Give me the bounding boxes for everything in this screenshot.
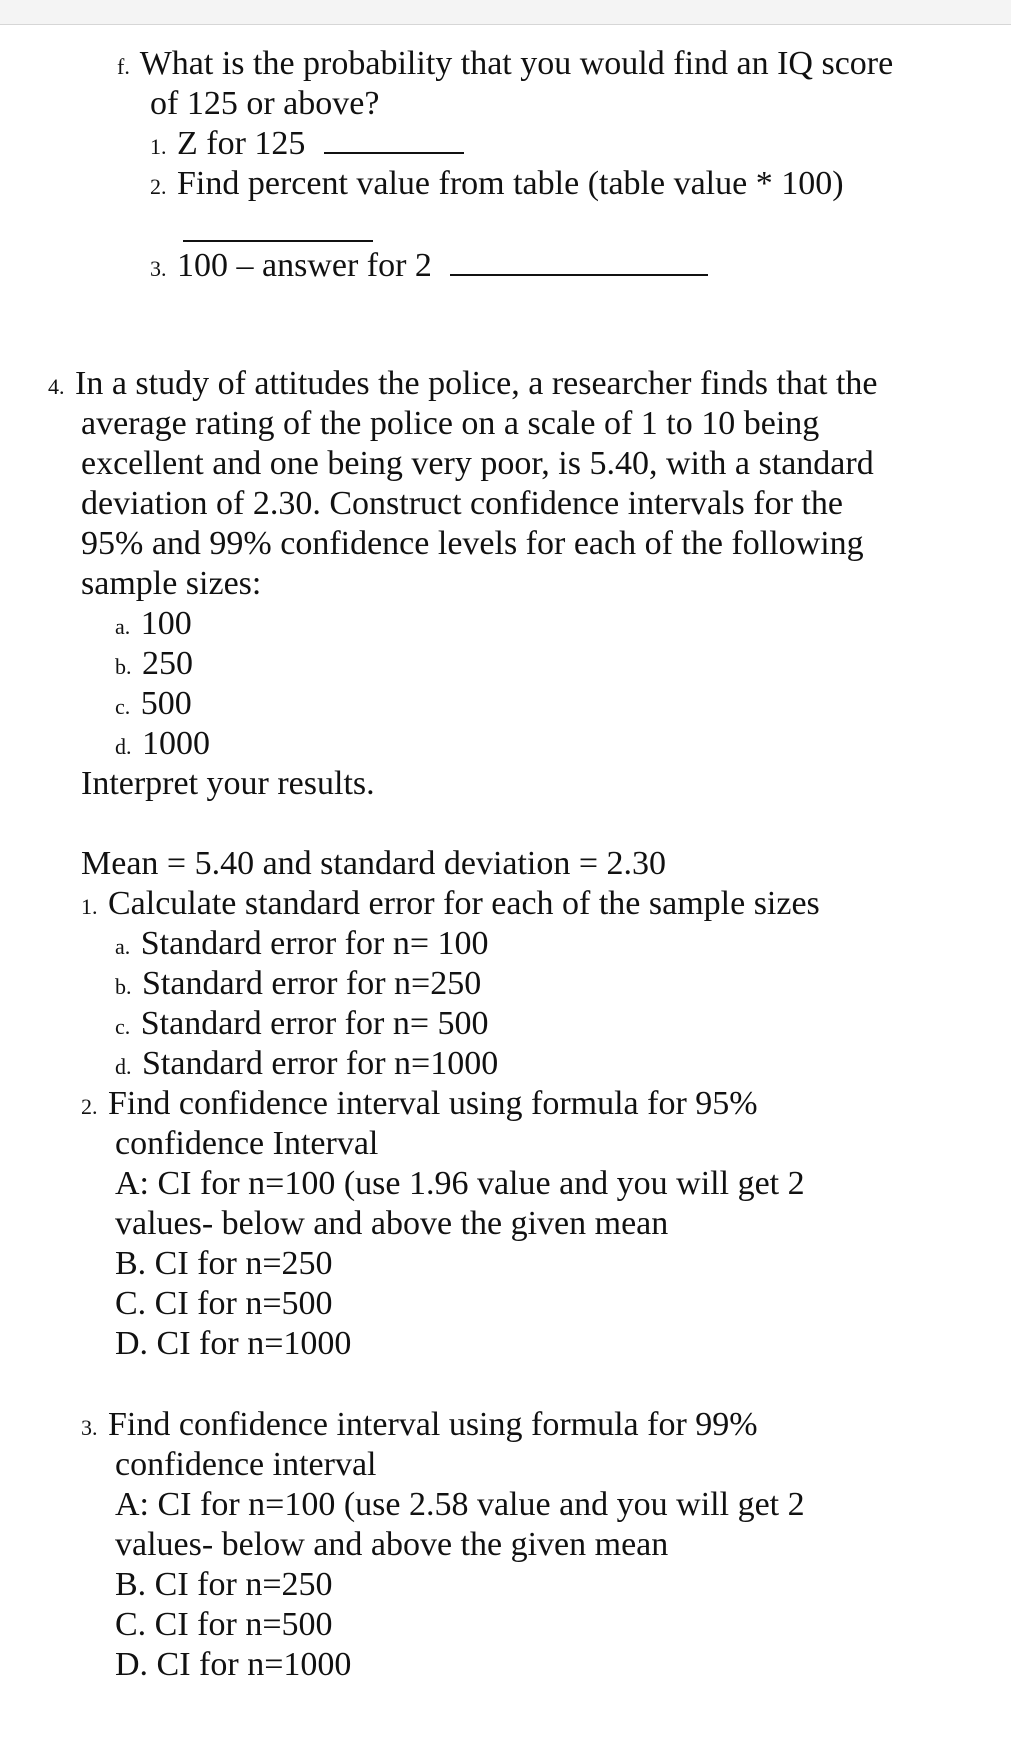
standard-error-item [115, 1004, 489, 1047]
item-text: 500 [140, 685, 192, 722]
item-text: Standard error for n= 500 [140, 1005, 489, 1042]
ci-95-item: C. CI for n=500 [115, 1285, 333, 1322]
ci-95-item: B. CI for n=250 [115, 1245, 333, 1282]
question-4-line-4: deviation of 2.30. Construct confidence intervals for the [81, 485, 843, 522]
item-marker: d. [115, 734, 132, 759]
question-4-text: In a study of attitudes the police, a researcher finds that the [75, 365, 878, 402]
part-f-line-1 [117, 44, 893, 87]
standard-error-item [115, 924, 489, 967]
part-f-step-3 [150, 246, 708, 289]
ci-99-item: B. CI for n=250 [115, 1566, 333, 1603]
solution-step-2 [81, 1084, 758, 1127]
solution-step-3 [81, 1405, 758, 1448]
step-marker: 3. [150, 256, 167, 281]
sample-size-item [115, 724, 210, 767]
solution-step-1 [81, 884, 820, 927]
solution-step-2-line-2: confidence Interval [115, 1125, 379, 1162]
item-text: Standard error for n= 100 [140, 925, 489, 962]
standard-error-item [115, 1044, 498, 1087]
step-text: Find confidence interval using formula for 95% [108, 1085, 758, 1122]
item-marker: b. [115, 974, 132, 999]
answer-blank-percent[interactable] [183, 240, 373, 242]
item-text: 250 [142, 645, 193, 682]
step-marker: 3. [81, 1415, 98, 1440]
step-text: Find percent value from table (table value * 100) [177, 165, 844, 202]
sample-size-item [115, 604, 192, 647]
answer-blank-remaining[interactable] [450, 248, 708, 276]
item-marker: d. [115, 1054, 132, 1079]
step-text: 100 – answer for 2 [177, 247, 432, 284]
question-4-line-5: 95% and 99% confidence levels for each of the following [81, 525, 864, 562]
question-4-line-3: excellent and one being very poor, is 5.40, with a standard [81, 445, 874, 482]
ci-95-item: A: CI for n=100 (use 1.96 value and you will get 2 [115, 1165, 805, 1202]
item-text: 100 [140, 605, 192, 642]
ci-95-item: values- below and above the given mean [115, 1205, 669, 1242]
step-marker: 1. [150, 134, 167, 159]
ci-95-item: D. CI for n=1000 [115, 1325, 352, 1362]
answer-blank-z[interactable] [324, 126, 464, 154]
ci-99-item: D. CI for n=1000 [115, 1646, 352, 1683]
step-text: Z for 125 [177, 125, 306, 162]
part-f-question-text: What is the probability that you would find an IQ score [139, 45, 894, 82]
ci-99-item: A: CI for n=100 (use 2.58 value and you will get 2 [115, 1486, 805, 1523]
item-text: Standard error for n=250 [142, 965, 482, 1002]
question-4-marker: 4. [48, 374, 65, 399]
step-text: Calculate standard error for each of the sample sizes [108, 885, 820, 922]
interpret-instruction: Interpret your results. [81, 765, 375, 802]
standard-error-item [115, 964, 481, 1007]
step-marker: 2. [81, 1094, 98, 1119]
part-f-step-1 [150, 124, 464, 167]
part-f-step-2 [150, 164, 844, 207]
item-marker: c. [115, 694, 131, 719]
item-marker: a. [115, 934, 131, 959]
step-marker: 2. [150, 174, 167, 199]
viewer-top-bar [0, 0, 1011, 25]
question-4-line-6: sample sizes: [81, 565, 262, 602]
solution-step-3-line-2: confidence interval [115, 1446, 377, 1483]
item-text: Standard error for n=1000 [142, 1045, 499, 1082]
ci-99-item: C. CI for n=500 [115, 1606, 333, 1643]
item-marker: a. [115, 614, 131, 639]
step-marker: 1. [81, 894, 98, 919]
part-f-marker: f. [117, 54, 130, 79]
sample-size-item [115, 644, 193, 687]
part-f-line-2: of 125 or above? [150, 85, 380, 122]
step-text: Find confidence interval using formula for 99% [108, 1406, 758, 1443]
given-values: Mean = 5.40 and standard deviation = 2.30 [81, 845, 667, 882]
question-4-line-1 [48, 364, 878, 407]
question-4-line-2: average rating of the police on a scale of 1 to 10 being [81, 405, 820, 442]
ci-99-item: values- below and above the given mean [115, 1526, 669, 1563]
sample-size-item [115, 684, 192, 727]
item-text: 1000 [142, 725, 210, 762]
item-marker: c. [115, 1014, 131, 1039]
item-marker: b. [115, 654, 132, 679]
